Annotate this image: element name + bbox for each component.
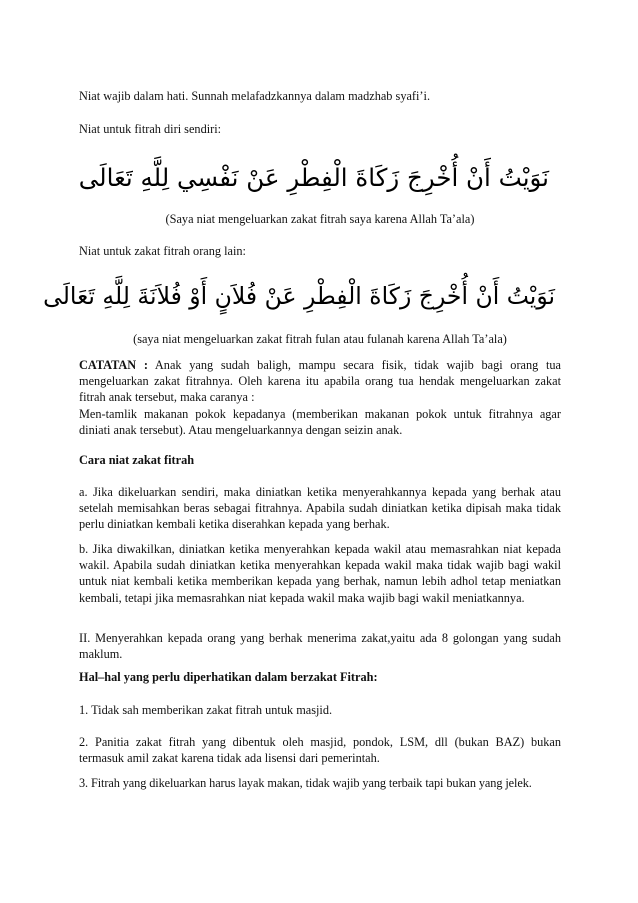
cara-a-paragraph: a. Jika dikeluarkan sendiri, maka diniatkan ketika menyerahkannya kepada yang berhak atau setelah memisahkan beras sebagai fitrahnya. Apabila sudah diniatkan ketika dipisah maka tidak perlu diniatkan kembali ketika diserahkan kepada yang berhak. <box>79 485 561 532</box>
hal-item-2: 2. Panitia zakat fitrah yang dibentuk oleh masjid, pondok, LSM, dll (bukan BAZ) bukan termasuk amil zakat karena tidak ada lisensi dari pemerintah. <box>79 735 561 766</box>
intro-paragraph: Niat wajib dalam hati. Sunnah melafadzkannya dalam madzhab syafi’i. <box>79 89 431 103</box>
other-niat-translation: (saya niat mengeluarkan zakat fitrah fulan atau fulanah karena Allah Ta’ala) <box>133 332 507 346</box>
other-niat-heading: Niat untuk zakat fitrah orang lain: <box>79 244 246 258</box>
self-niat-arabic: نَوَيْتُ أَنْ أُخْرِجَ زَكَاةَ الْفِطْرِ عَنْ نَفْسِي لِلَّهِ تَعَالَى <box>78 163 549 192</box>
catatan-paragraph <box>79 357 561 438</box>
cara-b-paragraph: b. Jika diwakilkan, diniatkan ketika menyerahkan kepada wakil atau memasrahkan niat kepada wakil. Apabila sudah diniatkan ketika menyerahkan kepada wakil maka tidak wajib bagi wakil untuk niat kembali ketika memberikan kepada yang berhak, namun lebih adhol tetap meniatkan kembali, tetapi jika memasrahkan niat kepada wakil maka wajib bagi wakil meniatkannya. <box>79 542 561 605</box>
hal-item-3: 3. Fitrah yang dikeluarkan harus layak makan, tidak wajib yang terbaik tapi bukan yang jelek. <box>79 776 532 790</box>
catatan-label: CATATAN : <box>79 358 148 372</box>
self-niat-heading: Niat untuk fitrah diri sendiri: <box>79 122 222 136</box>
other-niat-arabic: نَوَيْتُ أَنْ أُخْرِجَ زَكَاةَ الْفِطْرِ عَنْ فُلاَنٍ أَوْ فُلاَنَةَ لِلَّهِ تَعَالَى <box>43 282 555 310</box>
cara-ii-paragraph: II. Menyerahkan kepada orang yang berhak menerima zakat,yaitu ada 8 golongan yang sudah maklum. <box>79 631 561 662</box>
catatan-text: Anak yang sudah baligh, mampu secara fisik, tidak wajib bagi orang tua mengeluarkan zakat fitrahnya. Oleh karena itu apabila orang tua hendak mengeluarkan zakat fitrah anak tersebut, maka caranya : <box>79 358 562 405</box>
self-niat-translation: (Saya niat mengeluarkan zakat fitrah saya karena Allah Ta’ala) <box>165 212 475 226</box>
catatan-text-2: Men-tamlik makanan pokok kepadanya (memberikan makanan pokok untuk fitrahnya agar diniati anak tersebut). Atau mengeluarkannya dengan seizin anak. <box>79 406 561 437</box>
hal-heading: Hal–hal yang perlu diperhatikan dalam berzakat Fitrah: <box>79 670 378 684</box>
cara-heading: Cara niat zakat fitrah <box>79 453 195 467</box>
hal-item-1: 1. Tidak sah memberikan zakat fitrah untuk masjid. <box>79 703 333 717</box>
